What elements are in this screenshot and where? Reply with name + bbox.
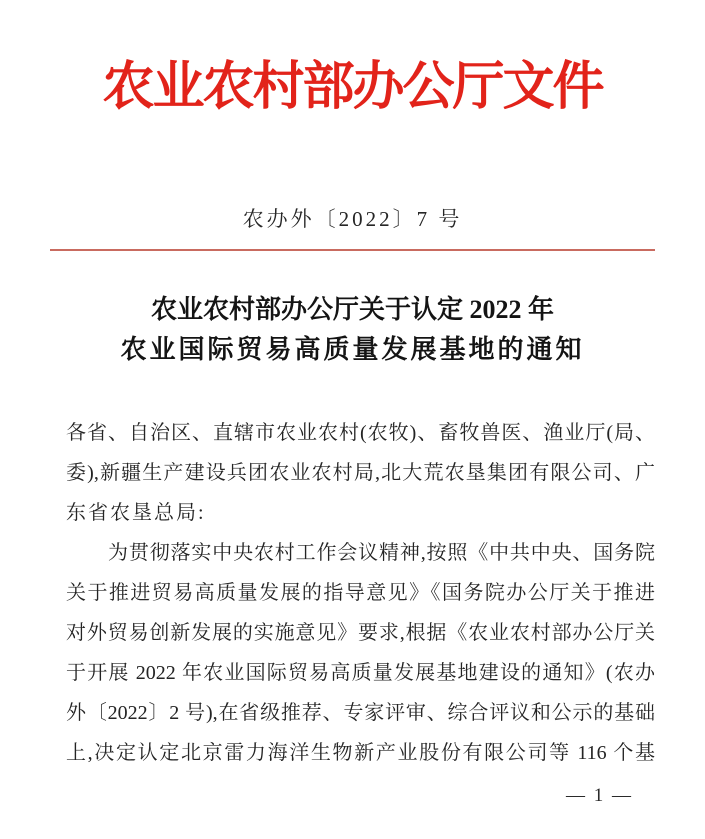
red-divider-rule [50,249,655,251]
document-number: 农办外〔2022〕7 号 [242,207,463,231]
body-line-4: 为贯彻落实中央农村工作会议精神,按照《中共中央、国务院 [108,542,655,564]
body-line-3: 东省农垦总局: [66,502,206,524]
document-title-line1: 农业农村部办公厅关于认定 2022 年 [150,295,554,324]
body-line-2: 委),新疆生产建设兵团农业农村局,北大荒农垦集团有限公司、广 [66,462,655,484]
body-line-9: 上,决定认定北京雷力海洋生物新产业股份有限公司等 116 个基 [66,742,655,764]
document-title [0,290,705,370]
body-line-1: 各省、自治区、直辖市农业农村(农牧)、畜牧兽医、渔业厅(局、 [66,422,655,444]
body-line-6: 对外贸易创新发展的实施意见》要求,根据《农业农村部办公厅关 [66,622,655,644]
body-line-8: 外〔2022〕2 号),在省级推荐、专家评审、综合评议和公示的基础 [66,702,655,724]
body-line-7: 于开展 2022 年农业国际贸易高质量发展基地建设的通知》(农办 [66,662,655,684]
body-line-5: 关于推进贸易高质量发展的指导意见》《国务院办公厅关于推进 [66,582,655,604]
document-body [66,413,655,773]
page-number: — 1 — [566,785,633,806]
document-title-line2: 农业国际贸易高质量发展基地的通知 [120,335,585,364]
red-header-title: 农业农村部办公厅文件 [102,59,603,116]
